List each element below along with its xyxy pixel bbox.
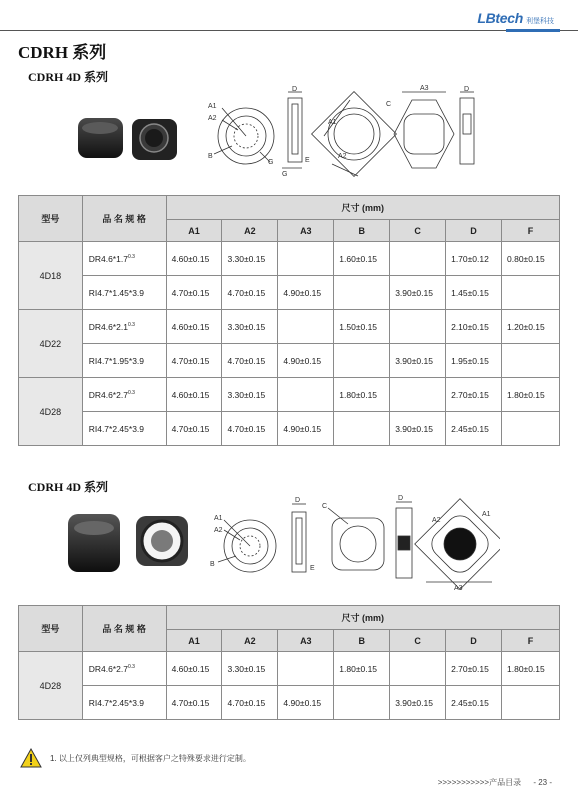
dim-cell: 4.70±0.15 [166,686,222,720]
table-row [19,344,560,378]
col-header-name: 品 名 规 格 [82,196,166,242]
label-b: B [210,561,215,568]
dim-cell: 3.90±0.15 [390,412,446,446]
dim-cell: 3.90±0.15 [390,276,446,310]
dim-cell [502,412,560,446]
label-b: B [208,153,213,160]
model-cell: 4D28 [19,378,83,446]
dim-cell: 3.30±0.15 [222,310,278,344]
dim-cell [334,276,390,310]
dim-cell: 2.45±0.15 [446,412,502,446]
dim-cell: 4.60±0.15 [166,242,222,276]
section-title: CDRH 4D 系列 [28,70,108,84]
table-row [19,276,560,310]
dim-cell: 4.70±0.15 [222,344,278,378]
part-number: RI4.7*1.95*3.9 [82,344,166,378]
dim-cell: 4.70±0.15 [222,686,278,720]
dimension-drawing [202,84,482,184]
dim-cell: 1.20±0.15 [502,310,560,344]
col-header-size: 尺寸 (mm) [166,196,559,220]
dim-cell: 3.30±0.15 [222,242,278,276]
brand-logo [477,10,554,26]
dim-cell: 2.70±0.15 [446,378,502,412]
col-header-dim: C [390,630,446,652]
dim-cell [278,652,334,686]
table-row [19,242,560,276]
dim-cell: 3.30±0.15 [222,652,278,686]
label-a2: A2 [214,527,223,534]
label-d: D [295,497,301,504]
dim-cell [390,378,446,412]
dim-cell: 0.80±0.15 [502,242,560,276]
dim-cell [278,378,334,412]
table-row [19,686,560,720]
label-c: C [386,101,392,108]
dim-cell: 1.80±0.15 [334,652,390,686]
header-rule [0,30,578,31]
label-e: E [310,565,315,572]
dim-cell [390,242,446,276]
col-header-dim: A3 [278,630,334,652]
col-header-dim: D [446,630,502,652]
dim-cell: 4.90±0.15 [278,344,334,378]
label-a3: A3 [454,585,463,592]
dim-cell: 1.50±0.15 [334,310,390,344]
dim-cell: 1.80±0.15 [502,652,560,686]
col-header-model: 型号 [19,606,83,652]
part-number: RI4.7*2.45*3.9 [82,686,166,720]
col-header-dim: B [334,630,390,652]
model-cell: 4D22 [19,310,83,378]
col-header-dim: F [502,630,560,652]
part-number: $DR4.6*1.7^{0.3}$ [82,242,166,276]
header-rule-accent [506,29,560,32]
dim-cell [390,310,446,344]
product-photo [62,508,192,578]
part-number: RI4.7*1.45*3.9 [82,276,166,310]
part-number: $DR4.6*2.7^{0.3}$ [82,378,166,412]
dim-cell [502,344,560,378]
logo-text: LBtech [477,10,523,26]
dim-cell: 2.70±0.15 [446,652,502,686]
dim-cell [334,686,390,720]
section-title: CDRH 4D 系列 [28,480,108,494]
dim-cell: 4.60±0.15 [166,652,222,686]
dim-cell: 1.95±0.15 [446,344,502,378]
label-d: D [464,86,470,93]
dim-cell: 3.90±0.15 [390,686,446,720]
label-g: G [268,159,274,166]
note-text: 1. 以上仅列典型规格，可根据客户之特殊要求进行定制。 [50,753,251,763]
dim-cell: 4.70±0.15 [166,344,222,378]
dim-cell [502,686,560,720]
dim-cell: 4.70±0.15 [222,412,278,446]
dim-cell [278,242,334,276]
dim-cell: 3.90±0.15 [390,344,446,378]
catalog-link[interactable]: >>>>>>>>>>>产品目录 [437,778,522,787]
part-number: RI4.7*2.45*3.9 [82,412,166,446]
model-cell: 4D28 [19,652,83,720]
dim-cell: 4.90±0.15 [278,412,334,446]
col-header-dim: A1 [166,220,222,242]
dim-cell: 4.70±0.15 [166,276,222,310]
table-row [19,652,560,686]
product-photo [70,108,185,168]
label-d: D [292,86,298,93]
col-header-dim: A2 [222,220,278,242]
dim-cell [334,344,390,378]
spec-table [18,605,560,720]
dim-cell: 4.60±0.15 [166,310,222,344]
dim-cell: 4.90±0.15 [278,276,334,310]
dim-cell: 4.60±0.15 [166,378,222,412]
label-d: D [398,495,404,502]
col-header-dim: A2 [222,630,278,652]
label-a3: A3 [420,85,429,92]
model-cell: 4D18 [19,242,83,310]
dim-cell: 1.60±0.15 [334,242,390,276]
dim-cell: 2.10±0.15 [446,310,502,344]
dim-cell: 2.45±0.15 [446,686,502,720]
warning-icon [20,748,42,768]
label-e: E [305,157,310,164]
footer [438,777,552,788]
table-row [19,310,560,344]
label-c: C [322,503,328,510]
dim-cell: 3.30±0.15 [222,378,278,412]
dim-cell [278,310,334,344]
col-header-name: 品 名 规 格 [82,606,166,652]
dim-cell: 4.70±0.15 [166,412,222,446]
part-number: $DR4.6*2.1^{0.3}$ [82,310,166,344]
table-row [19,378,560,412]
col-header-dim: B [334,220,390,242]
col-header-size: 尺寸 (mm) [166,606,559,630]
dim-cell: 1.80±0.15 [334,378,390,412]
page-number: - 23 - [533,778,552,787]
label-a1: A1 [214,515,223,522]
col-header-dim: A3 [278,220,334,242]
col-header-dim: D [446,220,502,242]
col-header-dim: F [502,220,560,242]
dim-cell [334,412,390,446]
col-header-dim: A1 [166,630,222,652]
label-a1: A1 [482,511,491,518]
dim-cell: 1.45±0.15 [446,276,502,310]
dim-cell [502,276,560,310]
part-number: $DR4.6*2.7^{0.3}$ [82,652,166,686]
note [20,748,251,768]
col-header-dim: C [390,220,446,242]
dimension-drawing [210,494,500,594]
dim-cell: 4.70±0.15 [222,276,278,310]
dim-cell [390,652,446,686]
col-header-model: 型号 [19,196,83,242]
label-a1: A1 [328,119,337,126]
spec-table [18,195,560,446]
label-a2: A2 [208,115,217,122]
label-g: G [282,171,288,178]
label-a2: A2 [432,517,441,524]
table-row [19,412,560,446]
logo-subtext: 利堡科技 [526,18,554,25]
label-a2: A2 [338,153,347,160]
dim-cell: 1.80±0.15 [502,378,560,412]
label-a1: A1 [208,103,217,110]
dim-cell: 4.90±0.15 [278,686,334,720]
dim-cell: 1.70±0.12 [446,242,502,276]
page-title: CDRH 系列 [18,43,107,62]
